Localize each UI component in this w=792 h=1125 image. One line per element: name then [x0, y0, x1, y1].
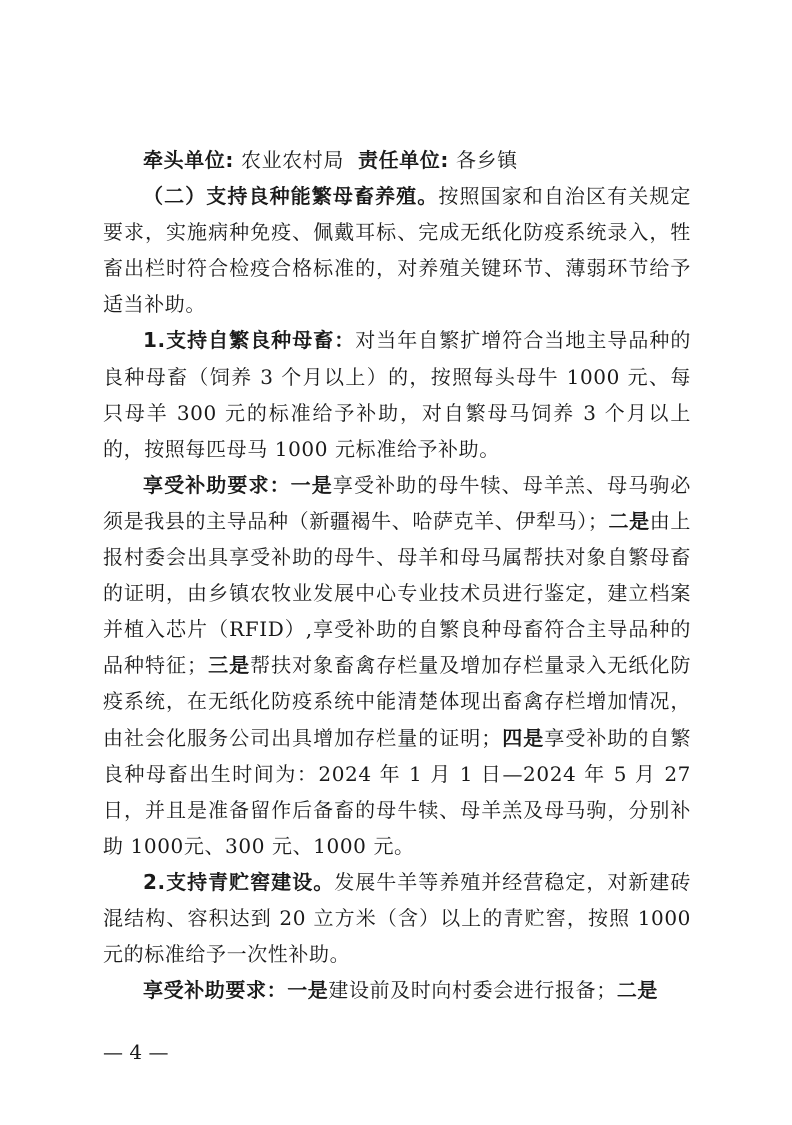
item-1-text: 对当年自繁扩增符合当地主导品种的良种母畜（饲养 3 个月以上）的，按照每头母牛 1000 元、每只母羊 300 元的标准给予补助，对自繁母马饲养 3 个月以上的，按照每匹母马 1000 元标准给予补助。 — [103, 328, 691, 461]
item-2-paragraph — [103, 864, 691, 972]
item-1-paragraph — [103, 322, 691, 466]
requirement-2-text: 由上报村委会出具享受补助的母牛、母羊和母马属帮扶对象自繁母畜的证明，由乡镇农牧业发展中心专业技术员进行鉴定，建立档案并植入芯片（RFID）,享受补助的自繁良种母畜符合主导品种的品种特征； — [103, 508, 692, 678]
section-2-heading: （二）支持良种能繁母畜养殖。 — [143, 184, 439, 209]
requirements-2-heading: 享受补助要求： — [143, 978, 288, 1003]
requirements-1-paragraph — [103, 467, 691, 864]
document-body — [103, 142, 691, 1008]
requirement-2-1-marker: 一是 — [287, 978, 329, 1003]
item-1-heading: 1.支持自繁良种母畜： — [143, 328, 356, 353]
requirement-2-1-text: 建设前及时向村委会进行报备； — [328, 978, 617, 1003]
requirement-2-marker: 二是 — [608, 508, 650, 533]
requirement-2-2-marker: 二是 — [616, 978, 659, 1003]
requirement-1-marker: 一是 — [290, 472, 333, 497]
item-2-heading: 2.支持青贮窖建设。 — [143, 869, 335, 894]
requirement-4-text: 享受补助的自繁良种母畜出生时间为：2024 年 1 月 1 日—2024 年 5 月 27 日，并且是准备留作后备畜的母牛犊、母羊羔及母马驹，分别补助 1000元、300 元、1000 元。 — [103, 725, 691, 858]
item-2-text: 发展牛羊等养殖并经营稳定，对新建砖混结构、容积达到 20 立方米（含）以上的青贮窖，按照 1000元的标准给予一次性补助。 — [103, 869, 691, 967]
lead-unit-label: 牵头单位: — [143, 148, 234, 172]
requirement-4-marker: 四是 — [501, 725, 545, 750]
responsible-unit-value: 各乡镇 — [455, 148, 518, 172]
lead-unit-value: 农业农村局 — [240, 148, 344, 172]
page-number: — 4 — — [103, 1040, 169, 1064]
requirement-1-text: 享受补助的母牛犊、母羊羔、母马驹必须是我县的主导品种（新疆褐牛、哈萨克羊、伊犁马）； — [103, 472, 692, 533]
requirement-3-text: 帮扶对象畜禽存栏量及增加存栏量录入无纸化防疫系统，在无纸化防疫系统中能清楚体现出畜禽存栏增加情况，由社会化服务公司出具增加存栏量的证明； — [103, 653, 692, 750]
requirement-3-marker: 三是 — [207, 653, 251, 678]
requirements-2-paragraph — [103, 972, 691, 1008]
section-2-paragraph — [103, 178, 691, 322]
responsible-unit-label: 责任单位: — [357, 148, 449, 172]
responsibility-line — [103, 142, 691, 178]
requirements-1-heading: 享受补助要求： — [143, 472, 291, 497]
section-2-text: 按照国家和自治区有关规定要求，实施病种免疫、佩戴耳标、完成无纸化防疫系统录入，牲畜出栏时符合检疫合格标准的，对养殖关键环节、薄弱环节给予适当补助。 — [103, 184, 691, 317]
